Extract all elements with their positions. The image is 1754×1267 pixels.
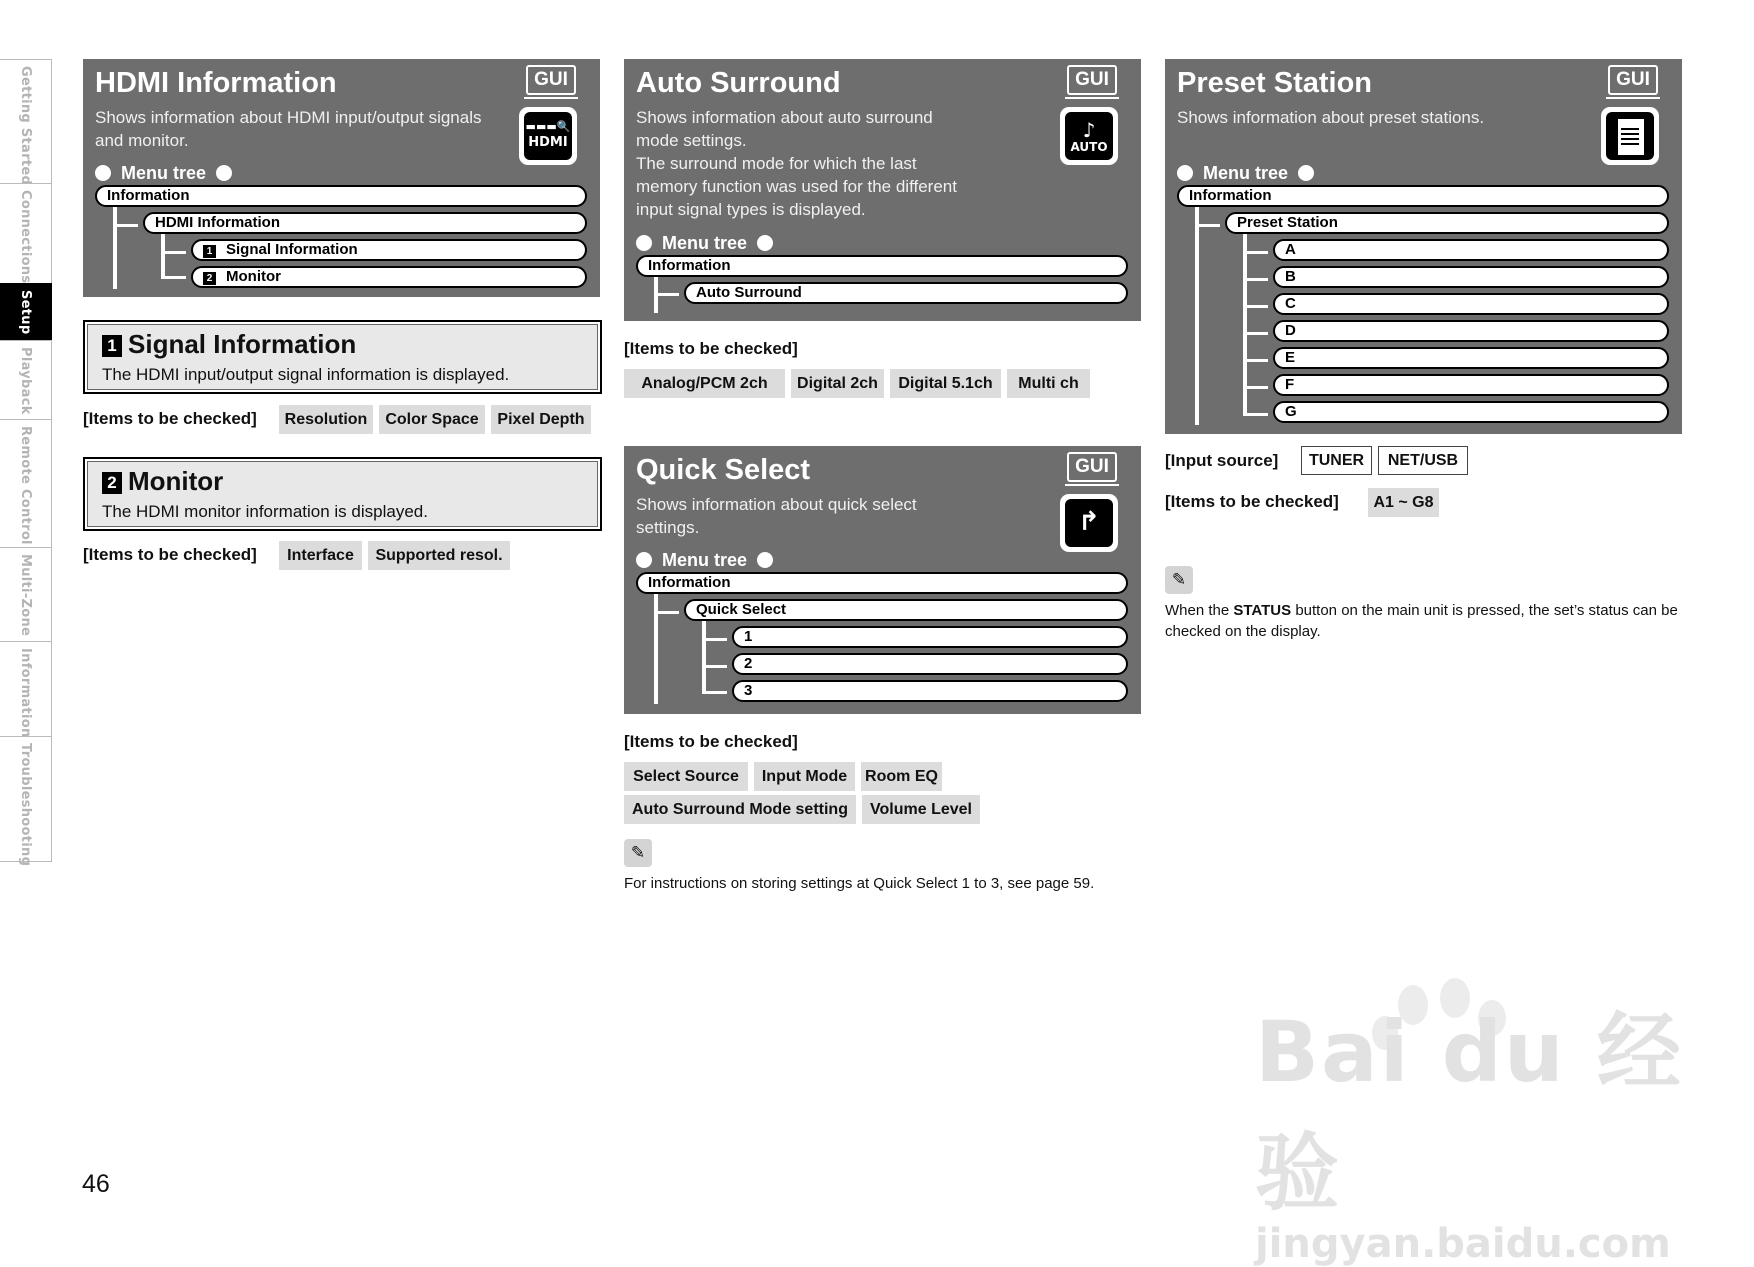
items-checked-label: [Items to be checked]	[83, 545, 257, 564]
tree-line	[1195, 224, 1220, 227]
tree-line	[1243, 386, 1268, 389]
panel-title: Preset Station	[1177, 67, 1372, 99]
bullet-icon	[636, 235, 652, 251]
side-tab-label: Information	[18, 648, 33, 738]
tree-item-preset-a[interactable]: A	[1273, 239, 1669, 261]
panel-description: Shows information about HDMI input/output signals and monitor.	[95, 108, 482, 150]
side-tab-label: Troubleshooting	[18, 743, 33, 867]
items-checked-label: [Items to be checked]	[83, 409, 257, 428]
document-icon	[1601, 107, 1659, 165]
tree-item-preset-f[interactable]: F	[1273, 374, 1669, 396]
item-chip-volume-level: Volume Level	[862, 795, 980, 824]
hdmi-icon: ▬▬▬🔍 HDMI	[519, 107, 577, 165]
item-chip-room-eq: Room EQ	[861, 762, 942, 791]
item-chip-a1-g8: A1 ~ G8	[1368, 488, 1439, 517]
panel-title: HDMI Information	[95, 67, 337, 99]
items-checked-label: [Items to be checked]	[1165, 492, 1339, 511]
page-number: 46	[82, 1170, 110, 1198]
side-tab-information[interactable]	[0, 641, 52, 736]
subsection-title: 2 Monitor	[102, 466, 223, 497]
item-chip-select-source: Select Source	[624, 762, 748, 791]
tree-line	[113, 207, 117, 289]
hdmi-info-panel	[83, 59, 600, 297]
tree-line	[702, 665, 727, 668]
tree-item-quick-select-1[interactable]: 1	[732, 626, 1128, 648]
baidu-watermark	[1255, 985, 1754, 1267]
tree-item-preset-e[interactable]: E	[1273, 347, 1669, 369]
side-tab-remote-control[interactable]	[0, 419, 52, 547]
menu-tree-label: Menu tree	[1177, 163, 1314, 184]
item-chip-multi-ch: Multi ch	[1007, 369, 1090, 398]
item-chip-analog-pcm-2ch: Analog/PCM 2ch	[624, 369, 785, 398]
item-chip-interface: Interface	[279, 541, 362, 570]
watermark-line1: Bai du 经验	[1255, 1003, 1683, 1222]
tree-line	[161, 276, 186, 279]
tree-item-preset-station[interactable]: Preset Station	[1225, 212, 1669, 234]
bullet-icon	[1298, 165, 1314, 181]
bullet-icon	[216, 165, 232, 181]
panel-title: Auto Surround	[636, 67, 841, 99]
tree-line	[113, 224, 138, 227]
side-tab-label: Multi-Zone	[18, 554, 33, 637]
tree-item-information[interactable]: Information	[636, 572, 1128, 594]
menu-tree-label: Menu tree	[636, 233, 773, 254]
tree-item-preset-b[interactable]: B	[1273, 266, 1669, 288]
menu-tree-label: Menu tree	[95, 163, 232, 184]
tree-item-quick-select-2[interactable]: 2	[732, 653, 1128, 675]
items-checked-label: [Items to be checked]	[624, 732, 798, 751]
tree-item-preset-d[interactable]: D	[1273, 320, 1669, 342]
bullet-icon	[757, 235, 773, 251]
tree-line	[654, 293, 679, 296]
tree-item-quick-select[interactable]: Quick Select	[684, 599, 1128, 621]
gui-icon: GUI	[1608, 65, 1658, 95]
bullet-icon	[757, 552, 773, 568]
quick-select-panel	[624, 446, 1141, 714]
tree-line	[1243, 305, 1268, 308]
signal-info-box	[83, 320, 602, 394]
pencil-icon: ✎	[1165, 566, 1193, 594]
tree-item-monitor[interactable]: 2 Monitor	[191, 266, 587, 288]
tree-item-quick-select-3[interactable]: 3	[732, 680, 1128, 702]
tree-line	[1243, 332, 1268, 335]
item-chip-digital-5-1ch: Digital 5.1ch	[890, 369, 1001, 398]
bullet-icon	[1177, 165, 1193, 181]
side-tab-nav	[0, 59, 52, 867]
tree-item-information[interactable]: Information	[95, 185, 587, 207]
bullet-icon	[95, 165, 111, 181]
tree-item-hdmi-information[interactable]: HDMI Information	[143, 212, 587, 234]
gui-icon: GUI	[1067, 452, 1117, 482]
tree-item-signal-information[interactable]: 1 Signal Information	[191, 239, 587, 261]
input-source-label: [Input source]	[1165, 451, 1279, 470]
tree-line	[654, 611, 679, 614]
number-badge: 2	[102, 472, 122, 494]
subsection-description: The HDMI monitor information is displayed.	[102, 502, 428, 521]
side-tab-label: Remote Control	[18, 426, 33, 545]
auto-surround-panel	[624, 59, 1141, 321]
tree-item-preset-g[interactable]: G	[1273, 401, 1669, 423]
tree-item-preset-c[interactable]: C	[1273, 293, 1669, 315]
tree-line	[1243, 359, 1268, 362]
tree-item-auto-surround[interactable]: Auto Surround	[684, 282, 1128, 304]
side-tab-playback[interactable]	[0, 340, 52, 419]
item-chip-auto-surround-mode-setting: Auto Surround Mode setting	[624, 795, 856, 824]
side-tab-label: Getting Started	[18, 66, 33, 186]
auto-surround-icon: ♪ AUTO	[1060, 107, 1118, 165]
subsection-description: The HDMI input/output signal information is displayed.	[102, 365, 510, 384]
quick-select-note: For instructions on storing settings at Quick Select 1 to 3, see page 59.	[624, 875, 1095, 892]
items-checked-label: [Items to be checked]	[624, 339, 798, 358]
pencil-icon: ✎	[624, 839, 652, 867]
bullet-icon	[636, 552, 652, 568]
number-badge: 1	[203, 245, 216, 258]
input-chip-net-usb: NET/USB	[1378, 446, 1468, 475]
panel-title: Quick Select	[636, 454, 811, 486]
tree-line	[161, 251, 186, 254]
menu-tree-label: Menu tree	[636, 550, 773, 571]
item-chip-input-mode: Input Mode	[754, 762, 855, 791]
tree-line	[1243, 251, 1268, 254]
tree-item-information[interactable]: Information	[1177, 185, 1669, 207]
gui-icon: GUI	[1067, 65, 1117, 95]
gui-icon: GUI	[526, 65, 576, 95]
item-chip-supported-resol: Supported resol.	[368, 541, 510, 570]
subsection-title: 1 Signal Information	[102, 329, 356, 360]
panel-description: Shows information about preset stations.	[1177, 108, 1485, 127]
auto-icon-label: AUTO	[1070, 140, 1108, 154]
tree-item-information[interactable]: Information	[636, 255, 1128, 277]
side-tab-label: Playback	[18, 347, 33, 415]
watermark-line2: jingyan.baidu.com	[1255, 1221, 1671, 1267]
input-chip-tuner: TUNER	[1301, 446, 1372, 475]
number-badge: 1	[102, 335, 122, 357]
item-chip-resolution: Resolution	[279, 405, 373, 434]
hdmi-icon-label: HDMI	[528, 135, 568, 150]
preset-station-note: When the STATUS button on the main unit is pressed, the set’s status can be checked on the display.	[1165, 602, 1678, 640]
panel-description: Shows information about quick select settings.	[636, 495, 917, 537]
item-chip-digital-2ch: Digital 2ch	[791, 369, 884, 398]
panel-description: Shows information about auto surround mode settings. The surround mode for which the last memory function was used for the different input signal types is displayed.	[636, 108, 957, 219]
side-tab-multi-zone[interactable]	[0, 547, 52, 641]
tree-line	[1243, 413, 1268, 416]
side-tab-connections[interactable]	[0, 183, 52, 283]
item-chip-pixel-depth: Pixel Depth	[491, 405, 591, 434]
tree-line	[702, 621, 706, 692]
monitor-box	[83, 457, 602, 531]
side-tab-troubleshooting[interactable]	[0, 736, 52, 867]
quick-select-icon: ↱	[1060, 494, 1118, 552]
tree-line	[1243, 278, 1268, 281]
status-button-name: STATUS	[1233, 602, 1292, 619]
item-chip-color-space: Color Space	[379, 405, 485, 434]
tree-line	[1195, 207, 1199, 425]
number-badge: 2	[203, 272, 216, 285]
preset-station-panel	[1165, 59, 1682, 434]
side-tab-getting-started[interactable]	[0, 59, 52, 186]
tree-line	[161, 234, 165, 277]
side-tab-setup[interactable]	[0, 283, 52, 340]
side-tab-label: Connections	[18, 190, 33, 284]
tree-line	[702, 691, 727, 694]
tree-line	[702, 638, 727, 641]
side-tab-label: Setup	[18, 290, 33, 335]
